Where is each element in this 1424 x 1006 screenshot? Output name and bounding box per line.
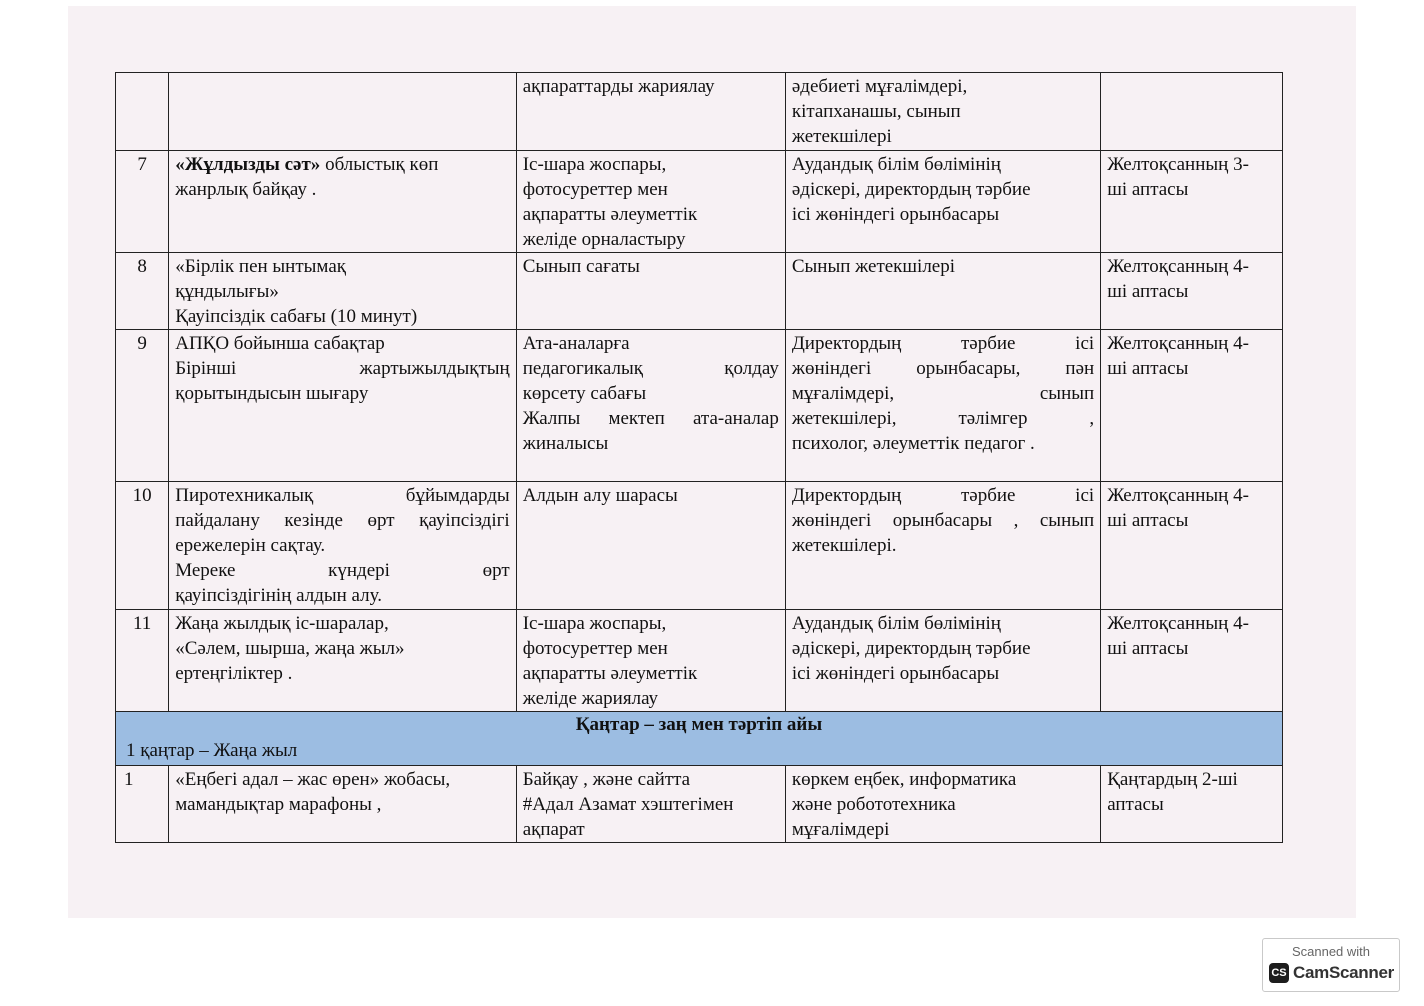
- responsible-cell: Директордың тәрбие ісі жөніндегі орынбасары , сынып жетекшілері.: [785, 482, 1100, 610]
- row-number: 8: [116, 253, 169, 330]
- event-cell: «Еңбегі адал – жас өрен» жобасы, мамандықтар марафоны ,: [169, 766, 516, 843]
- camscanner-watermark: [1262, 938, 1400, 992]
- table-row: [116, 482, 1283, 610]
- month-title: Қаңтар – заң мен тәртіп айы: [575, 714, 823, 735]
- month-section-header: [116, 712, 1283, 766]
- deadline-cell: [1101, 73, 1283, 151]
- row-number: 1: [116, 766, 169, 843]
- event-plan-table: [115, 72, 1283, 843]
- deadline-cell: Желтоқсанның 4- ші аптасы: [1101, 253, 1283, 330]
- responsible-cell: Аудандық білім бөлімінің әдіскері, директордың тәрбие ісі жөніндегі орынбасары: [785, 610, 1100, 712]
- responsible-cell: көркем еңбек, информатика және робототехника мұғалімдері: [785, 766, 1100, 843]
- table-row: [116, 253, 1283, 330]
- watermark-brand: CamScanner: [1293, 963, 1394, 982]
- form-cell: Іс-шара жоспары, фотосуреттер мен ақпаратты әлеуметтік желіде жариялау: [516, 610, 785, 712]
- deadline-cell: Желтоқсанның 4- ші аптасы: [1101, 610, 1283, 712]
- row-number: 11: [116, 610, 169, 712]
- form-cell: Іс-шара жоспары, фотосуреттер мен ақпаратты әлеуметтік желіде орналастыру: [516, 151, 785, 253]
- deadline-cell: Желтоқсанның 4- ші аптасы: [1101, 330, 1283, 482]
- table-row: [116, 610, 1283, 712]
- row-number: [116, 73, 169, 151]
- responsible-cell: Директордың тәрбие ісі жөніндегі орынбасары, пән мұғалімдері, сынып жетекшілері, тәлімгер , психолог, әлеуметтік педагог .: [785, 330, 1100, 482]
- event-cell: «Бірлік пен ынтымақ құндылығы» Қауіпсіздік сабағы (10 минут): [169, 253, 516, 330]
- form-cell: Сынып сағаты: [516, 253, 785, 330]
- row-number: 7: [116, 151, 169, 253]
- form-cell: ақпараттарды жариялау: [516, 73, 785, 151]
- responsible-cell: Аудандық білім бөлімінің әдіскері, директордың тәрбие ісі жөніндегі орынбасары: [785, 151, 1100, 253]
- table-row: [116, 330, 1283, 482]
- form-cell: Ата-аналарға педагогикалық қолдау көрсету сабағы Жалпы мектеп ата-аналар жиналысы: [516, 330, 785, 482]
- month-subtitle: 1 қаңтар – Жаңа жыл: [126, 740, 298, 761]
- form-cell: Алдын алу шарасы: [516, 482, 785, 610]
- event-cell: Пиротехникалық бұйымдарды пайдалану кезінде өрт қауіпсіздігі ережелерін сақтау. Мереке күндері өрт қауіпсіздігінің алдын алу.: [169, 482, 516, 610]
- month-section-cell: [116, 712, 1283, 766]
- form-cell: Байқау , және сайтта #Адал Азамат хэштегімен ақпарат: [516, 766, 785, 843]
- responsible-cell: әдебиеті мұғалімдері, кітапханашы, сынып жетекшілері: [785, 73, 1100, 151]
- watermark-caption: Scanned with: [1291, 944, 1371, 959]
- event-cell: [169, 151, 516, 253]
- event-title-rest: облыстық көп жанрлық байқау .: [175, 154, 439, 200]
- camscanner-logo-icon: CS: [1269, 963, 1289, 983]
- event-cell: [169, 73, 516, 151]
- table-row: [116, 151, 1283, 253]
- row-number: 10: [116, 482, 169, 610]
- event-cell: АПҚО бойынша сабақтар Бірінші жартыжылдықтың қорытындысын шығару: [169, 330, 516, 482]
- responsible-cell: Сынып жетекшілері: [785, 253, 1100, 330]
- event-title-bold: «Жұлдызды сәт»: [175, 154, 321, 175]
- deadline-cell: Желтоқсанның 3- ші аптасы: [1101, 151, 1283, 253]
- event-cell: Жаңа жылдық іс-шаралар, «Сәлем, шырша, жаңа жыл» ертеңгіліктер .: [169, 610, 516, 712]
- table-row: [116, 766, 1283, 843]
- deadline-cell: Желтоқсанның 4- ші аптасы: [1101, 482, 1283, 610]
- table-row: [116, 73, 1283, 151]
- deadline-cell: Қаңтардың 2-ші аптасы: [1101, 766, 1283, 843]
- row-number: 9: [116, 330, 169, 482]
